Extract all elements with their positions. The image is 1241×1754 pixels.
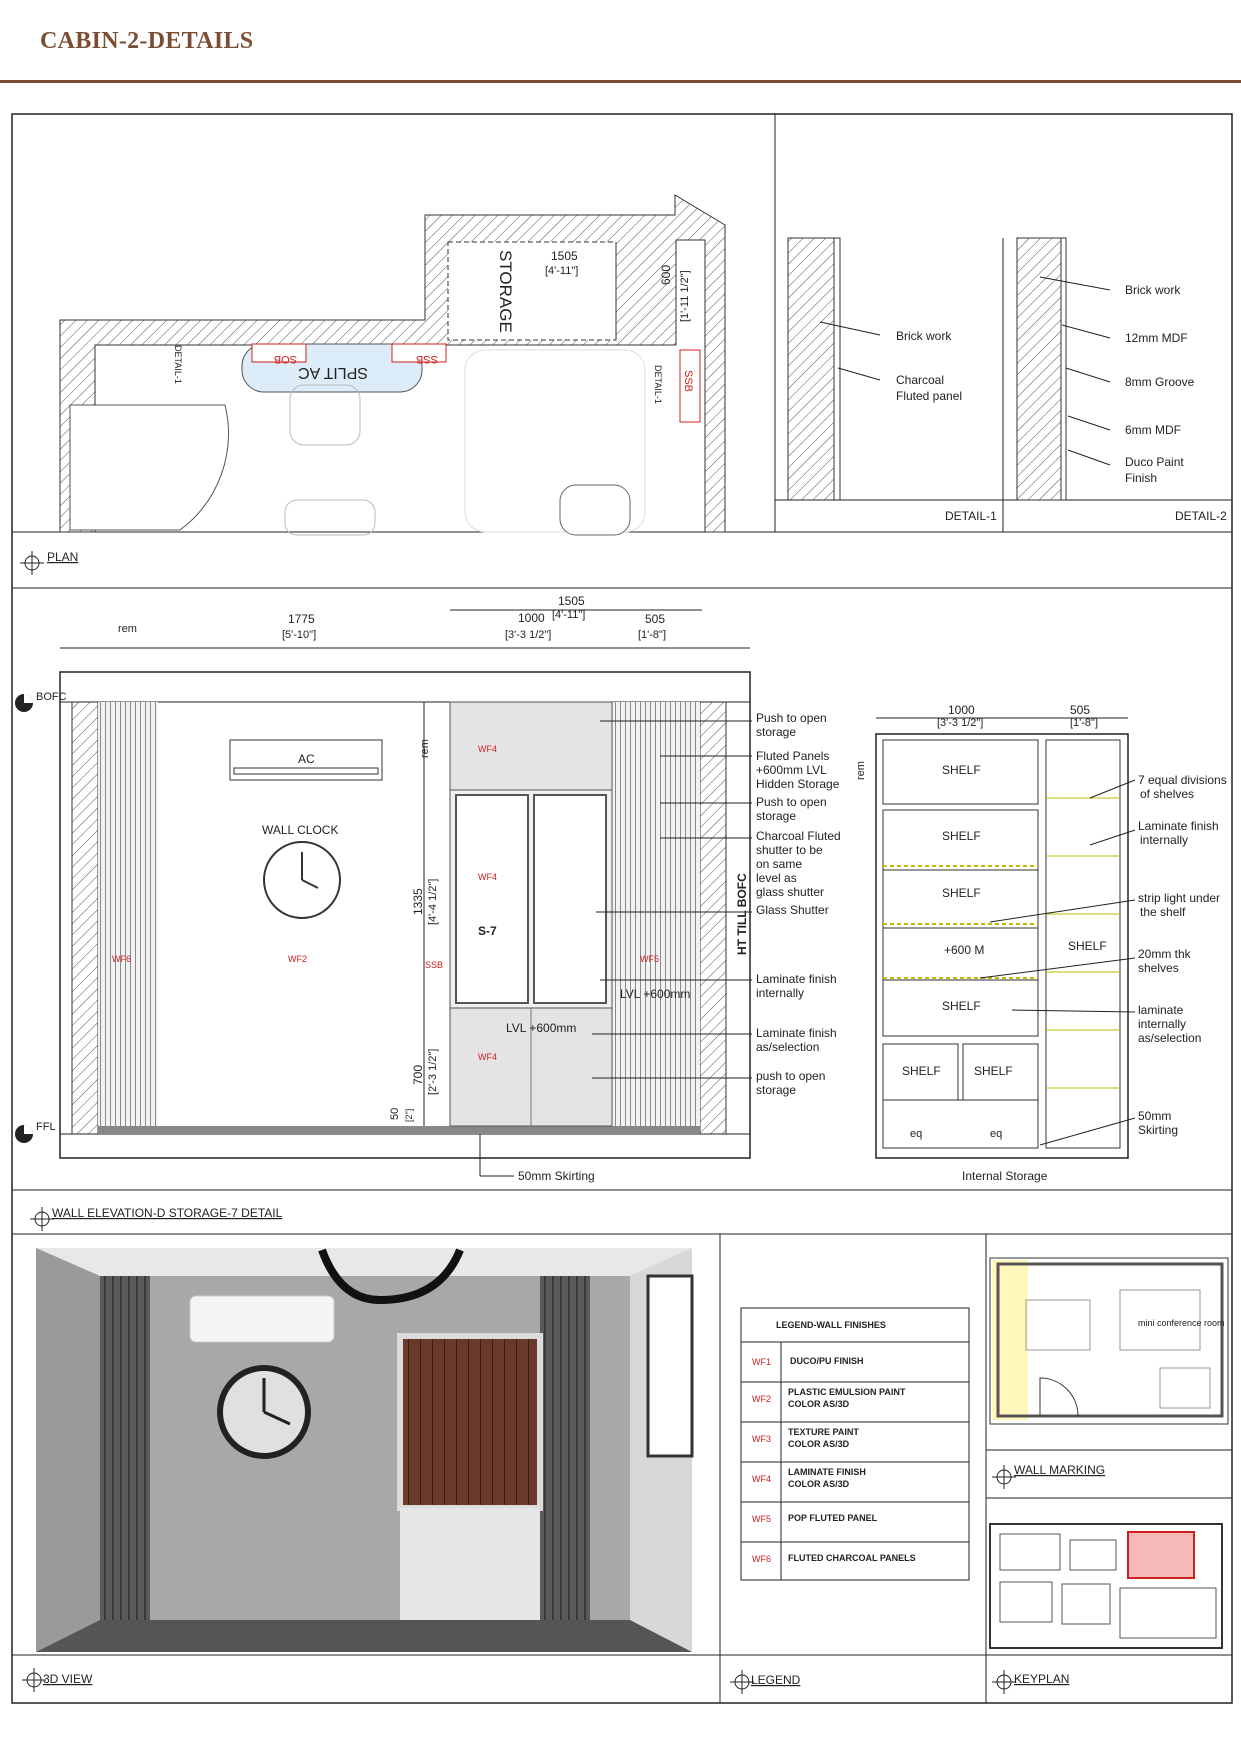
storage-callout-2-line1: Laminate finish	[1138, 819, 1219, 833]
storage-callout-2-line2: internally	[1140, 833, 1189, 847]
storage-eq-2: eq	[990, 1128, 1003, 1140]
3d-view-title-block	[22, 1668, 93, 1692]
dim-1000-imperial: [3'-3 1/2"]	[505, 629, 552, 641]
dim-505: 505	[645, 612, 666, 626]
legend-row-2-line2: COLOR AS/3D	[788, 1399, 850, 1409]
callout-push-1-line2: storage	[756, 725, 797, 739]
callout-laminate-sel-line1: Laminate finish	[756, 1026, 837, 1040]
wall-marking-title-block	[992, 1463, 1105, 1489]
keyplan-title-block	[992, 1670, 1069, 1694]
storage-dim-505: 505	[1070, 703, 1091, 717]
storage-dim-1000-imperial: [3'-3 1/2"]	[937, 717, 984, 729]
plan-title: PLAN	[47, 550, 79, 564]
storage-callout-5-line3: as/selection	[1138, 1031, 1202, 1045]
callout-push-2-line1: Push to open	[756, 795, 827, 809]
callout-push-3-line2: storage	[756, 1083, 797, 1097]
wall-elevation	[15, 594, 841, 1183]
render-3d	[36, 1248, 692, 1652]
legend-row-4-line1: LAMINATE FINISH	[788, 1467, 866, 1477]
storage-callout-4-line1: 20mm thk	[1138, 947, 1191, 961]
dim-rem-vertical: rem	[419, 739, 431, 758]
detail1-name: DETAIL-1	[945, 509, 997, 523]
callout-charcoal-line4: level as	[756, 871, 797, 885]
storage-callout-6-line2: Skirting	[1138, 1123, 1179, 1137]
callout-laminate-int-line1: Laminate finish	[756, 972, 837, 986]
elevation-ac-label: AC	[298, 752, 315, 766]
detail1-note-2-line1: Charcoal	[896, 373, 945, 387]
detail2-note-3: 8mm Groove	[1125, 375, 1195, 389]
detail2-note-5-line1: Duco Paint	[1125, 455, 1184, 469]
wall-marking-title: WALL MARKING	[1014, 1463, 1106, 1477]
detail-2	[1017, 238, 1227, 523]
callout-push-1-line1: Push to open	[756, 711, 827, 725]
finish-tag-2: WF4	[478, 872, 497, 882]
shelf-1: SHELF	[942, 763, 981, 777]
storage-rem: rem	[855, 761, 867, 780]
callout-glass: Glass Shutter	[756, 903, 829, 917]
wall-clock-label: WALL CLOCK	[262, 823, 339, 837]
lvl-600-right: LVL +600mm	[620, 987, 691, 1001]
ffl-label: FFL	[36, 1121, 56, 1133]
shelf-7: SHELF	[1068, 939, 1107, 953]
ssb-tag-top: SSB	[415, 353, 438, 365]
legend-tag-2: WF2	[752, 1394, 771, 1404]
storage-callout-3-line2: the shelf	[1140, 905, 1186, 919]
legend-tag-3: WF3	[752, 1434, 771, 1444]
dim-1335: 1335	[411, 888, 425, 915]
sob-tag: SOB	[273, 353, 297, 365]
callout-fluted-line2: +600mm LVL	[756, 763, 827, 777]
detail2-name: DETAIL-2	[1175, 509, 1227, 523]
detail1-note-1: Brick work	[896, 329, 952, 343]
shelf-2: SHELF	[942, 829, 981, 843]
callout-charcoal-line1: Charcoal Fluted	[756, 829, 841, 843]
dim-1505-imperial: [4'-11"]	[552, 609, 586, 621]
legend-heading: LEGEND-WALL FINISHES	[776, 1320, 886, 1330]
plan-dim-width-imperial: [4'-11"]	[545, 265, 579, 277]
callout-fluted-line1: Fluted Panels	[756, 749, 830, 763]
detail-ref-left: DETAIL-1	[173, 345, 183, 384]
finish-tag-4: WF6	[112, 954, 131, 964]
callout-charcoal-line2: shutter to be	[756, 843, 823, 857]
storage-plus600: +600 M	[944, 943, 985, 957]
internal-storage-title: Internal Storage	[962, 1169, 1048, 1183]
storage-callout-4-line2: shelves	[1138, 961, 1179, 975]
wall-marking-plan	[990, 1258, 1228, 1424]
keyplan	[990, 1524, 1222, 1648]
plan-drawing	[60, 195, 725, 535]
storage-callout-1-line1: 7 equal divisions	[1138, 773, 1227, 787]
callout-laminate-sel-line2: as/selection	[756, 1040, 820, 1054]
dim-1775-imperial: [5'-10"]	[282, 629, 317, 641]
finish-tag-3: WF4	[478, 1052, 497, 1062]
storage-callout-5-line2: internally	[1138, 1017, 1187, 1031]
legend-row-2-line1: PLASTIC EMULSION PAINT	[788, 1387, 906, 1397]
bofc-label: BOFC	[36, 691, 67, 703]
plan-title-block	[20, 550, 78, 575]
storage-eq-1: eq	[910, 1128, 923, 1140]
legend-table	[741, 1308, 969, 1580]
plan-storage-label: STORAGE	[496, 250, 515, 333]
legend-row-6-line1: FLUTED CHARCOAL PANELS	[788, 1553, 916, 1563]
finish-tag-6: SSB	[425, 960, 444, 970]
legend-tag-1: WF1	[752, 1357, 771, 1367]
keyplan-title: KEYPLAN	[1014, 1672, 1070, 1686]
finish-tag-5: WF2	[288, 954, 307, 964]
legend-row-3-line2: COLOR AS/3D	[788, 1439, 850, 1449]
shelf-5: SHELF	[902, 1064, 941, 1078]
finish-tag-7: WF5	[640, 954, 659, 964]
dim-rem: rem	[118, 623, 137, 635]
s7-marker: S-7	[478, 924, 497, 938]
shelf-3: SHELF	[942, 886, 981, 900]
plan-dim-depth-imperial: [1'-11 1/2"]	[679, 270, 691, 322]
dim-50: 50	[389, 1107, 401, 1120]
ht-till-bofc: HT TILL BOFC	[735, 873, 749, 955]
storage-callout-1-line2: of shelves	[1140, 787, 1195, 801]
legend-title: LEGEND	[751, 1673, 801, 1687]
callout-laminate-int-line2: internally	[756, 986, 805, 1000]
storage-callout-5-line1: laminate	[1138, 1003, 1184, 1017]
detail1-note-2-line2: Fluted panel	[896, 389, 963, 403]
storage-dim-505-imperial: [1'-8"]	[1070, 717, 1099, 729]
split-ac-label: SPLIT AC	[298, 364, 368, 381]
sheet-title: CABIN-2-DETAILS	[40, 28, 254, 54]
plan-dim-depth: 600	[659, 264, 673, 285]
plan-dim-width: 1505	[551, 249, 578, 263]
callout-push-3-line1: push to open	[756, 1069, 826, 1083]
dim-505-imperial: [1'-8"]	[638, 629, 667, 641]
ssb-tag-side: SSB	[682, 370, 694, 393]
internal-storage	[855, 703, 1227, 1183]
legend-row-5-line1: POP FLUTED PANEL	[788, 1513, 878, 1523]
shelf-4: SHELF	[942, 999, 981, 1013]
legend-title-block	[730, 1670, 801, 1694]
dim-50-imperial: [2"]	[404, 1108, 414, 1122]
legend-row-3-line1: TEXTURE PAINT	[788, 1427, 859, 1437]
3d-view-title: 3D VIEW	[43, 1672, 93, 1686]
legend-row-4-line2: COLOR AS/3D	[788, 1479, 850, 1489]
callout-charcoal-line5: glass shutter	[756, 885, 825, 899]
detail2-note-2: 12mm MDF	[1125, 331, 1188, 345]
wall-marking-room-label: mini conference room	[1138, 1318, 1225, 1328]
detail-ref-right: DETAIL-1	[653, 365, 663, 404]
storage-callout-3-line1: strip light under	[1138, 891, 1221, 905]
callout-fluted-line3: Hidden Storage	[756, 777, 840, 791]
legend-tag-4: WF4	[752, 1474, 771, 1484]
dim-1335-imperial: [4'-4 1/2"]	[427, 878, 439, 925]
detail2-note-5-line2: Finish	[1125, 471, 1158, 485]
finish-tag-1: WF4	[478, 744, 497, 754]
callout-charcoal-line3: on same	[756, 857, 803, 871]
shelf-6: SHELF	[974, 1064, 1013, 1078]
legend-tag-6: WF6	[752, 1554, 771, 1564]
dim-1505: 1505	[558, 594, 585, 608]
storage-dim-1000: 1000	[948, 703, 975, 717]
dim-700-imperial: [2'-3 1/2"]	[427, 1048, 439, 1095]
detail2-note-1: Brick work	[1125, 283, 1181, 297]
elevation-title-block	[30, 1206, 283, 1231]
elevation-skirting: 50mm Skirting	[518, 1169, 595, 1183]
callout-push-2-line2: storage	[756, 809, 797, 823]
lvl-600-storage: LVL +600mm	[506, 1021, 577, 1035]
storage-callout-6-line1: 50mm	[1138, 1109, 1172, 1123]
legend-row-1-line1: DUCO/PU FINISH	[790, 1356, 864, 1366]
dim-700: 700	[411, 1064, 425, 1085]
dim-1000: 1000	[518, 611, 545, 625]
legend-tag-5: WF5	[752, 1514, 771, 1524]
dim-1775: 1775	[288, 612, 315, 626]
detail2-note-4: 6mm MDF	[1125, 423, 1181, 437]
elevation-title: WALL ELEVATION-D STORAGE-7 DETAIL	[52, 1206, 283, 1220]
